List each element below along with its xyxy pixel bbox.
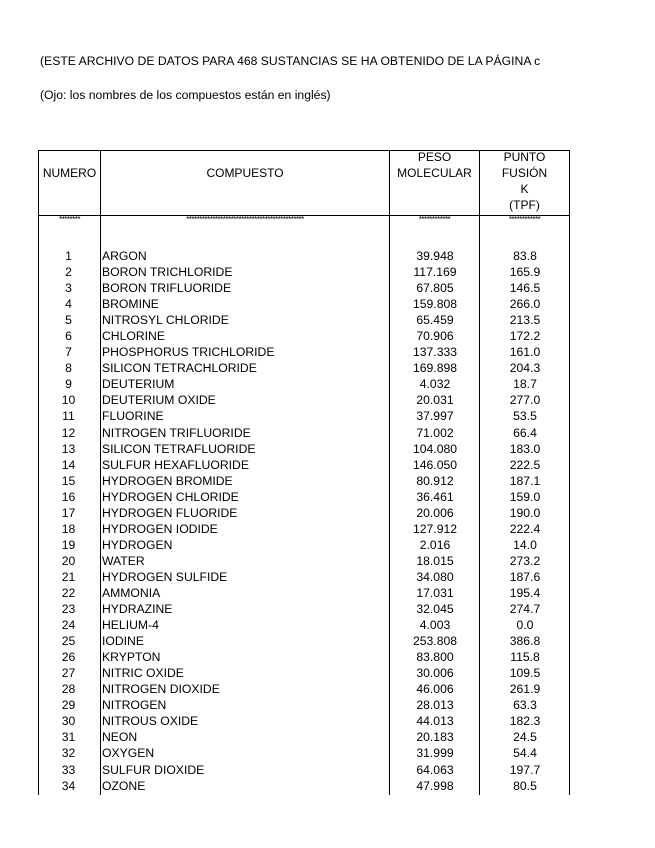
- row-peso-molecular: 253.808: [412, 634, 458, 649]
- row-peso-molecular: 37.997: [416, 409, 454, 424]
- row-peso-molecular: 65.459: [416, 313, 454, 328]
- row-compuesto: HYDROGEN: [102, 537, 173, 552]
- row-numero: 10: [61, 393, 76, 408]
- row-peso-molecular: 83.800: [416, 650, 454, 665]
- row-numero: 20: [61, 553, 76, 568]
- table-row: [38, 745, 570, 761]
- row-compuesto: AMMONIA: [102, 585, 161, 600]
- row-peso-molecular: 70.906: [416, 329, 454, 344]
- table-row: [38, 392, 570, 408]
- row-punto-fusion: 187.6: [509, 569, 541, 584]
- row-compuesto: DEUTERIUM OXIDE: [102, 393, 216, 408]
- table-row: [38, 585, 570, 601]
- row-peso-molecular: 20.031: [416, 393, 454, 408]
- table-body: [38, 248, 570, 794]
- row-compuesto: BROMINE: [102, 297, 159, 312]
- row-peso-molecular: 32.045: [416, 602, 454, 617]
- row-punto-fusion: 159.0: [509, 489, 541, 504]
- row-punto-fusion: 274.7: [509, 602, 541, 617]
- row-punto-fusion: 161.0: [509, 345, 541, 360]
- language-note: (Ojo: los nombres de los compuestos están en inglés): [40, 88, 331, 102]
- table-row: [38, 328, 570, 344]
- header-compuesto: COMPUESTO: [206, 166, 284, 180]
- row-numero: 11: [62, 409, 75, 424]
- table-row: [38, 425, 570, 441]
- separator-punto: ************: [508, 216, 541, 224]
- row-numero: 29: [61, 698, 76, 713]
- table-row: [38, 264, 570, 280]
- table-row: [38, 681, 570, 697]
- row-peso-molecular: 169.898: [412, 361, 458, 376]
- row-numero: 28: [61, 682, 76, 697]
- row-punto-fusion: 386.8: [509, 634, 541, 649]
- row-numero: 7: [65, 345, 72, 360]
- row-compuesto: OZONE: [102, 778, 146, 793]
- row-compuesto: NITROGEN TRIFLUORIDE: [102, 425, 251, 440]
- header-punto-line3: K: [520, 182, 529, 196]
- row-numero: 32: [61, 746, 76, 761]
- table-row: [38, 376, 570, 392]
- table-row: [38, 360, 570, 376]
- row-numero: 19: [61, 537, 76, 552]
- row-punto-fusion: 182.3: [509, 714, 541, 729]
- separator-peso: ************: [418, 216, 451, 224]
- row-numero: 18: [61, 521, 76, 536]
- row-punto-fusion: 273.2: [509, 553, 541, 568]
- row-numero: 17: [61, 505, 76, 520]
- row-punto-fusion: 204.3: [509, 361, 541, 376]
- table-row: [38, 521, 570, 537]
- row-numero: 33: [61, 762, 76, 777]
- row-punto-fusion: 165.9: [509, 265, 541, 280]
- row-peso-molecular: 46.006: [416, 682, 454, 697]
- row-peso-molecular: 71.002: [416, 425, 454, 440]
- row-compuesto: HYDROGEN CHLORIDE: [102, 489, 239, 504]
- row-compuesto: SILICON TETRACHLORIDE: [102, 361, 257, 376]
- row-punto-fusion: 172.2: [509, 329, 541, 344]
- row-peso-molecular: 18.015: [416, 553, 454, 568]
- row-numero: 16: [61, 489, 76, 504]
- row-peso-molecular: 47.998: [416, 778, 454, 793]
- row-compuesto: NITROSYL CHLORIDE: [102, 313, 229, 328]
- row-punto-fusion: 115.8: [510, 650, 540, 665]
- table-row: [38, 713, 570, 729]
- row-peso-molecular: 4.003: [419, 618, 451, 633]
- row-punto-fusion: 53.5: [513, 409, 537, 424]
- row-numero: 14: [61, 457, 76, 472]
- row-compuesto: HYDROGEN IODIDE: [102, 521, 218, 536]
- row-compuesto: KRYPTON: [102, 650, 161, 665]
- row-numero: 8: [65, 361, 72, 376]
- row-punto-fusion: 63.3: [513, 698, 537, 713]
- row-peso-molecular: 2.016: [419, 537, 451, 552]
- row-punto-fusion: 277.0: [509, 393, 541, 408]
- row-compuesto: HYDRAZINE: [102, 602, 173, 617]
- table-row: [38, 778, 570, 794]
- row-peso-molecular: 146.050: [412, 457, 458, 472]
- row-punto-fusion: 183.0: [509, 441, 541, 456]
- row-punto-fusion: 146.5: [509, 281, 541, 296]
- row-peso-molecular: 4.032: [419, 377, 451, 392]
- row-compuesto: NITROGEN DIOXIDE: [102, 682, 220, 697]
- table-row: [38, 296, 570, 312]
- table-row: [38, 312, 570, 328]
- row-punto-fusion: 195.4: [509, 585, 541, 600]
- row-numero: 24: [61, 618, 76, 633]
- row-numero: 27: [61, 666, 76, 681]
- row-punto-fusion: 197.7: [509, 762, 541, 777]
- row-compuesto: NITROUS OXIDE: [102, 714, 199, 729]
- table-row: [38, 489, 570, 505]
- row-punto-fusion: 266.0: [509, 297, 541, 312]
- row-punto-fusion: 14.0: [513, 537, 537, 552]
- row-punto-fusion: 190.0: [509, 505, 541, 520]
- row-compuesto: HELIUM-4: [102, 618, 159, 633]
- row-punto-fusion: 66.4: [513, 425, 537, 440]
- row-peso-molecular: 64.063: [416, 762, 454, 777]
- row-peso-molecular: 36.461: [416, 489, 454, 504]
- row-peso-molecular: 30.006: [416, 666, 454, 681]
- data-source-note: (ESTE ARCHIVO DE DATOS PARA 468 SUSTANCIAS SE HA OBTENIDO DE LA PÁGINA c: [40, 54, 541, 68]
- row-peso-molecular: 20.006: [416, 505, 454, 520]
- table-row: [38, 569, 570, 585]
- row-compuesto: NITROGEN: [102, 698, 167, 713]
- row-peso-molecular: 137.333: [412, 345, 458, 360]
- separator-numero: ********: [59, 216, 80, 224]
- row-punto-fusion: 80.5: [513, 778, 537, 793]
- row-compuesto: WATER: [102, 553, 145, 568]
- row-compuesto: PHOSPHORUS TRICHLORIDE: [102, 345, 275, 360]
- header-punto-line4: (TPF): [509, 198, 540, 212]
- row-numero: 2: [65, 265, 72, 280]
- row-peso-molecular: 117.169: [413, 265, 457, 280]
- table-row: [38, 617, 570, 633]
- row-numero: 22: [61, 585, 76, 600]
- row-compuesto: NITRIC OXIDE: [102, 666, 184, 681]
- row-compuesto: IODINE: [102, 634, 144, 649]
- row-punto-fusion: 222.5: [509, 457, 541, 472]
- row-peso-molecular: 127.912: [412, 521, 458, 536]
- table-row: [38, 408, 570, 424]
- row-compuesto: FLUORINE: [102, 409, 164, 424]
- table-row: [38, 553, 570, 569]
- header-numero: NUMERO: [42, 166, 97, 180]
- row-numero: 3: [65, 281, 72, 296]
- header-punto-line1: PUNTO: [503, 150, 546, 164]
- row-punto-fusion: 222.4: [509, 521, 541, 536]
- table-row: [38, 280, 570, 296]
- row-punto-fusion: 261.9: [509, 682, 541, 697]
- row-compuesto: CHLORINE: [102, 329, 165, 344]
- table-row: [38, 697, 570, 713]
- row-numero: 25: [61, 634, 76, 649]
- table-row: [38, 665, 570, 681]
- row-numero: 31: [61, 730, 76, 745]
- row-compuesto: SULFUR DIOXIDE: [102, 762, 205, 777]
- row-numero: 12: [61, 425, 76, 440]
- row-peso-molecular: 28.013: [416, 698, 454, 713]
- table-row: [38, 649, 570, 665]
- row-numero: 1: [65, 249, 72, 263]
- row-peso-molecular: 44.013: [416, 714, 454, 729]
- row-peso-molecular: 39.948: [416, 249, 454, 263]
- row-compuesto: HYDROGEN BROMIDE: [102, 473, 233, 488]
- row-peso-molecular: 31.999: [416, 746, 454, 761]
- table-row: [38, 601, 570, 617]
- row-punto-fusion: 213.5: [509, 313, 541, 328]
- row-compuesto: HYDROGEN SULFIDE: [102, 569, 228, 584]
- row-punto-fusion: 0.0: [516, 618, 534, 633]
- separator-compuesto: *********************************************: [186, 216, 304, 224]
- row-compuesto: HYDROGEN FLUORIDE: [102, 505, 238, 520]
- table-row: [38, 633, 570, 649]
- table-row: [38, 457, 570, 473]
- substances-table: [38, 150, 570, 795]
- table-row: [38, 441, 570, 457]
- row-peso-molecular: 67.805: [416, 281, 454, 296]
- row-peso-molecular: 34.080: [416, 569, 454, 584]
- row-numero: 4: [65, 297, 72, 312]
- row-numero: 15: [61, 473, 76, 488]
- row-punto-fusion: 24.5: [513, 730, 537, 745]
- row-compuesto: BORON TRIFLUORIDE: [102, 281, 232, 296]
- table-row: [38, 473, 570, 489]
- row-compuesto: BORON TRICHLORIDE: [102, 265, 233, 280]
- row-punto-fusion: 83.8: [513, 249, 537, 263]
- header-punto-line2: FUSIÓN: [501, 166, 548, 180]
- row-numero: 6: [65, 329, 72, 344]
- row-peso-molecular: 159.808: [412, 297, 458, 312]
- row-compuesto: OXYGEN: [102, 746, 155, 761]
- row-peso-molecular: 17.031: [416, 585, 454, 600]
- row-numero: 23: [61, 602, 76, 617]
- table-row: [38, 248, 570, 264]
- row-compuesto: SILICON TETRAFLUORIDE: [102, 441, 256, 456]
- row-peso-molecular: 80.912: [416, 473, 454, 488]
- row-punto-fusion: 18.7: [513, 377, 537, 392]
- row-numero: 9: [65, 377, 72, 392]
- header-peso-line2: MOLECULAR: [397, 166, 472, 180]
- row-compuesto: SULFUR HEXAFLUORIDE: [102, 457, 249, 472]
- header-peso-line1: PESO: [417, 150, 452, 164]
- row-numero: 26: [61, 650, 76, 665]
- row-punto-fusion: 187.1: [509, 473, 541, 488]
- row-numero: 34: [61, 778, 76, 793]
- row-compuesto: DEUTERIUM: [102, 377, 175, 392]
- table-row: [38, 762, 570, 778]
- row-numero: 13: [61, 441, 76, 456]
- row-compuesto: ARGON: [102, 249, 147, 263]
- table-row: [38, 505, 570, 521]
- row-numero: 21: [61, 569, 76, 584]
- row-compuesto: NEON: [102, 730, 138, 745]
- table-row: [38, 729, 570, 745]
- row-peso-molecular: 104.080: [412, 441, 458, 456]
- row-numero: 5: [65, 313, 72, 328]
- row-punto-fusion: 109.5: [509, 666, 541, 681]
- row-punto-fusion: 54.4: [513, 746, 537, 761]
- row-numero: 30: [61, 714, 76, 729]
- row-peso-molecular: 20.183: [416, 730, 454, 745]
- table-row: [38, 344, 570, 360]
- table-row: [38, 537, 570, 553]
